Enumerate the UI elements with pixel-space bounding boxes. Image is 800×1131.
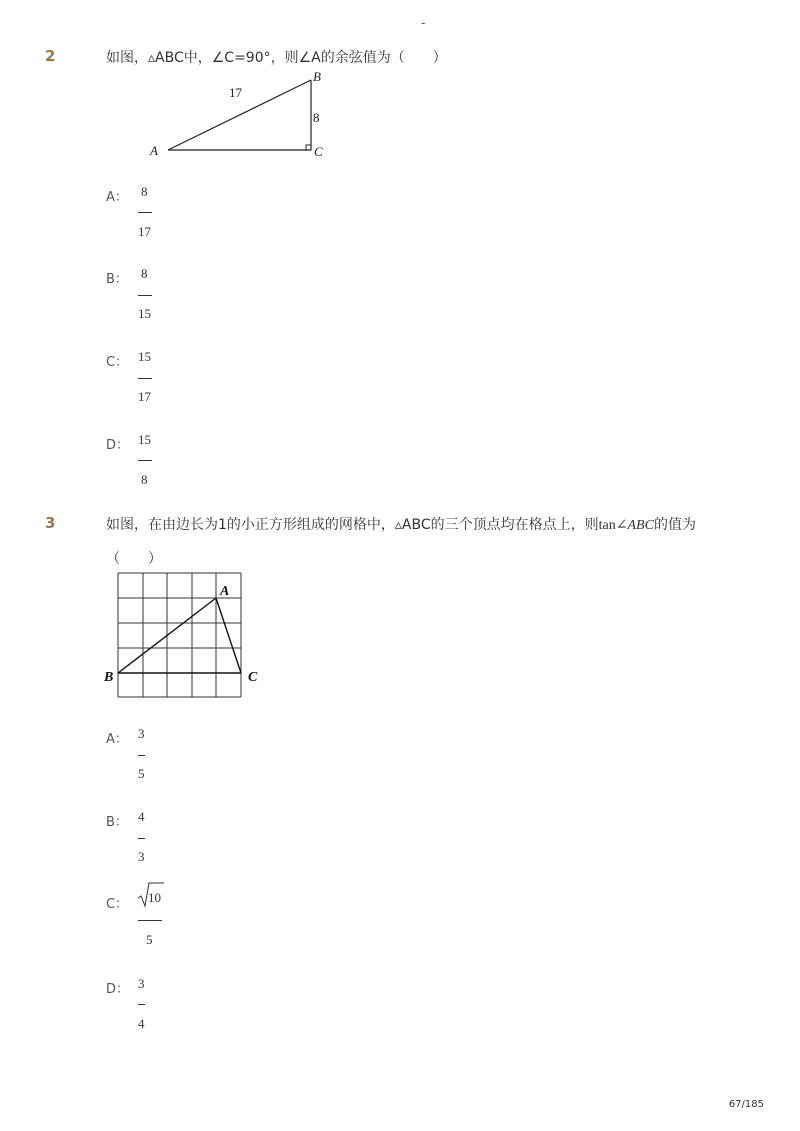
question-3-stem-math-angle: ABC <box>627 518 654 533</box>
grid-triangle-figure <box>100 566 270 706</box>
q2-option-b-numerator: 8 <box>141 266 148 281</box>
question-number-2: 2 <box>45 47 56 65</box>
q2-option-a-denominator: 17 <box>138 224 151 239</box>
q3-option-b-numerator: 4 <box>138 809 145 824</box>
q3-option-a-denominator: 5 <box>138 766 145 781</box>
question-2-stem: 如图，▵ABC中，∠C=90°，则∠A的余弦值为（ ） <box>106 50 447 66</box>
q3-option-c-radicand: 10 <box>148 890 161 905</box>
q3-option-c-letter: C： <box>106 897 129 912</box>
q3-option-b-denominator: 3 <box>138 849 145 864</box>
q3-option-d-numerator: 3 <box>138 976 145 991</box>
q3-option-c-denominator: 5 <box>146 932 153 947</box>
q2-option-a-letter: A： <box>106 190 128 205</box>
q3-option-a-fraction-bar <box>138 755 145 756</box>
q2-option-a-fraction-bar <box>138 212 152 213</box>
header-dash: - <box>421 16 426 30</box>
grid-vertex-b-label: B <box>104 670 114 685</box>
question-number-3: 3 <box>45 514 56 532</box>
q2-option-c-fraction-bar <box>138 378 152 379</box>
vertex-a-label: A <box>150 143 158 158</box>
q2-option-c-denominator: 17 <box>138 389 151 404</box>
q2-option-c-numerator: 15 <box>138 349 151 364</box>
q2-option-a-numerator: 8 <box>141 184 148 199</box>
q3-option-d-letter: D： <box>106 982 130 997</box>
page-number: 67/185 <box>728 1099 764 1110</box>
q3-option-c-fraction-bar <box>138 920 162 921</box>
q2-option-c-letter: C： <box>106 355 129 370</box>
q2-option-b-denominator: 15 <box>138 306 151 321</box>
question-3-stem-math: tan∠ <box>598 518 628 533</box>
q2-option-d-denominator: 8 <box>141 472 148 487</box>
side-ab-length: 17 <box>229 85 242 100</box>
q3-option-d-fraction-bar <box>138 1004 145 1005</box>
side-bc-length: 8 <box>313 110 320 125</box>
q3-option-d-denominator: 4 <box>138 1016 145 1031</box>
q3-option-b-letter: B： <box>106 815 128 830</box>
right-triangle-figure <box>140 66 340 166</box>
q2-option-b-fraction-bar <box>138 295 152 296</box>
q2-option-b-letter: B： <box>106 272 128 287</box>
question-3-stem <box>106 514 696 534</box>
grid-vertex-a-label: A <box>220 584 230 599</box>
vertex-b-label: B <box>313 69 321 84</box>
q2-option-d-fraction-bar <box>138 460 152 461</box>
question-3-stem-line2: （ ） <box>106 551 162 567</box>
grid-vertex-c-label: C <box>248 670 258 685</box>
q3-option-a-letter: A： <box>106 732 128 747</box>
q2-option-d-numerator: 15 <box>138 432 151 447</box>
question-3-stem-suffix: 的值为 <box>653 517 696 533</box>
q3-option-a-numerator: 3 <box>138 726 145 741</box>
q3-option-b-fraction-bar <box>138 838 145 839</box>
q2-option-d-letter: D： <box>106 438 130 453</box>
vertex-c-label: C <box>314 144 323 159</box>
question-3-stem-prefix: 如图，在由边长为1的小正方形组成的网格中，▵ABC的三个顶点均在格点上，则 <box>106 517 599 533</box>
